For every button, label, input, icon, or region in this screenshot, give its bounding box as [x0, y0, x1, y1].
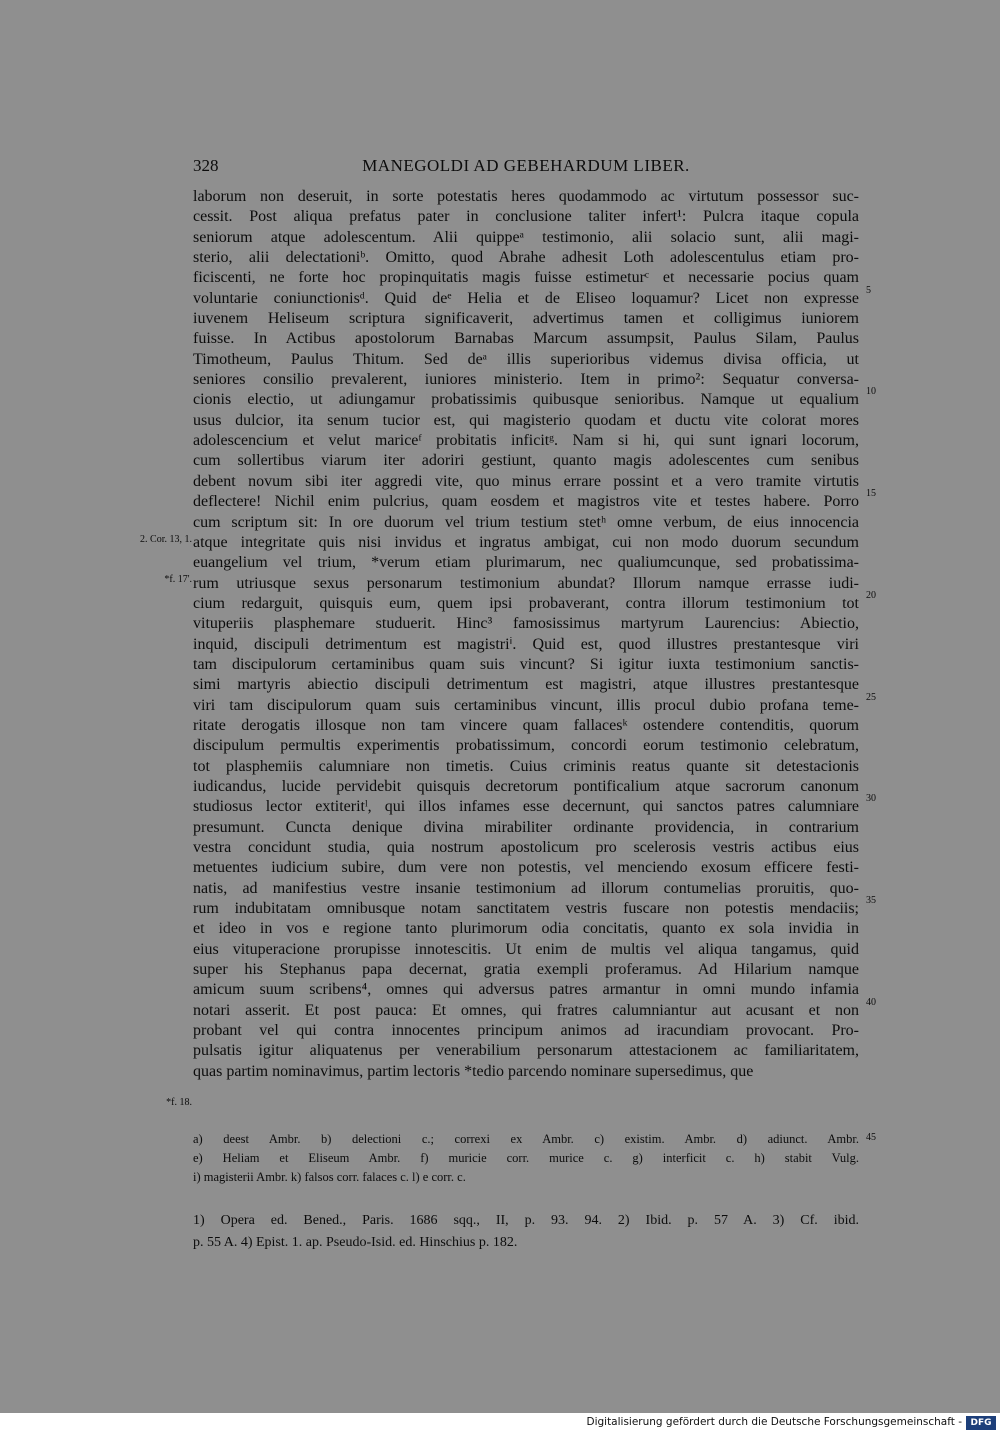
- text-line: debent novum sibi iter aggredi vite, quo minus errare possint et a vero tramite virtutis: [193, 472, 859, 490]
- text-line: eius vituperacione prorupisse innotescitis. Ut enim de multis vel aliqua tangamus, quid: [193, 940, 859, 958]
- text-line: rum indubitatam omnibusque notam sanctitatem vestris fuscare non potestis mendaciis;: [193, 900, 859, 918]
- text-line: quas partim nominavimus, partim lectoris *tedio parcendo nominare supersedimus, que: [193, 1062, 754, 1080]
- running-title: MANEGOLDI AD GEBEHARDUM LIBER.: [362, 156, 690, 175]
- text-line: tam discipulorum certaminibus quam suis vincunt? Si igitur iuxta testimonium sanctis-: [193, 655, 859, 673]
- text-line: seniores consilio prevalerent, iuniores ministerio. Item in primo²: Sequatur conversa-: [193, 371, 859, 389]
- text-line: presumunt. Cuncta denique divina mirabiliter ordinante providencia, in contrarium: [193, 818, 859, 836]
- folio-marker: *f. 17'.: [164, 574, 192, 585]
- text-line: cium redarguit, quisquis eum, quem ipsi probaverant, contra illorum testimonium tot: [193, 594, 859, 612]
- text-line: et ideo in vos e regione tanto plurimorum odia concitatis, quanto ex sola invidia in: [193, 920, 859, 938]
- text-line: natis, ad manifestius vestre insanie testimonium ad illorum contumelias proruitis, quo-: [193, 879, 859, 897]
- critical-apparatus: [193, 1130, 859, 1187]
- text-line: cum scriptum sit: In ore duorum vel trium testium stetʰ omne verbum, de eius innocencia: [193, 513, 859, 531]
- text-line: tot plasphemiis calumniare non timetis. Cuius criminis reatus quante sit detestacionis: [193, 757, 859, 775]
- source-note-line: 1) Opera ed. Bened., Paris. 1686 sqq., II, p. 93. 94. 2) Ibid. p. 57 A. 3) Cf. ibid.: [193, 1213, 859, 1228]
- line-number: 20: [866, 590, 876, 601]
- text-line: euangelium vel trium, *verum etiam plurimarum, nec qualiumcunque, sed probatissima-: [193, 554, 859, 572]
- text-line: adolescencium et velut mariceᶠ probitatis inficitᵍ. Nam si hi, qui sunt ignari locorum,: [193, 432, 859, 450]
- text-line: vituperiis plasphemare studuerit. Hinc³ famosissimus martyrum Laurencius: Abiectio,: [193, 615, 859, 633]
- line-number: 5: [866, 285, 871, 296]
- page-header: [193, 156, 859, 180]
- text-line: metuentes iudicium subire, dum vere non potestis, vel menciendo exosum efficere festi-: [193, 859, 859, 877]
- line-number: 45: [866, 1132, 876, 1143]
- text-line: vestra concidunt studia, quia nostrum apostolicum pro scelerosis vestris actibus eius: [193, 839, 859, 856]
- text-line: amicum suum scribens⁴, omnes qui adversus patres armantur in omni mundo infamia: [193, 981, 859, 999]
- text-line: cionis electio, ut adiungamur probatissimis quibusque senioribus. Namque ut equalium: [193, 391, 859, 409]
- source-note-line: p. 55 A. 4) Epist. 1. ap. Pseudo-Isid. ed. Hinschius p. 182.: [193, 1235, 518, 1250]
- dfg-logo: DFG: [966, 1416, 996, 1430]
- text-line: pulsatis igitur aliquatenus per venerabilium personarum attestacionem ac familiaritatem,: [193, 1042, 859, 1060]
- text-line: usus dulcior, ita senum tucior est, qui magisterio quodam et ductu vite colorat mores: [193, 411, 859, 429]
- text-line: Timotheum, Paulus Thitum. Sed deᵃ illis superioribus videmus divisa officia, ut: [193, 350, 859, 368]
- apparatus-line: e) Heliam et Eliseum Ambr. f) muricie corr. murice c. g) interficit c. h) stabit Vulg.: [193, 1151, 859, 1165]
- folio-marker: *f. 18.: [166, 1097, 192, 1108]
- text-line: seniorum atque adolescentum. Alii quippeᵃ testimonio, alii solacio sunt, alii magi-: [193, 228, 859, 246]
- text-line: cum sollertibus viarum iter adoriri gestiunt, quanto magis adolescentes cum senibus: [193, 452, 859, 470]
- footer-bar: [0, 1413, 1000, 1434]
- page-number: 328: [193, 156, 219, 175]
- source-notes: [193, 1210, 859, 1254]
- line-number: 15: [866, 488, 876, 499]
- text-line: viri tam discipulorum quam suis certaminibus vincunt, illis procul dubio profana teme-: [193, 696, 859, 714]
- text-line: fuisse. In Actibus apostolorum Barnabas Marcum assumpsit, Paulus Silam, Paulus: [193, 330, 859, 348]
- text-line: probant vel qui contra innocentes principum animos ad iracundiam provocant. Pro-: [193, 1022, 859, 1040]
- text-line: iudicandus, lucide pervidebit quisquis decretorum pontificalium atque sacrorum canonum: [193, 777, 859, 795]
- text-line: super his Stephanus papa decernat, gratia exempli proferamus. Ad Hilarium namque: [193, 961, 859, 979]
- text-line: rum utriusque sexus personarum testimonium abundat? Illorum namque errasse iudi-: [193, 574, 859, 592]
- line-number: 30: [866, 793, 876, 804]
- text-line: ficiscenti, ne forte hoc propinquitatis magis fuisse estimeturᶜ et necessarie pocius quam: [193, 269, 859, 287]
- main-text: [193, 187, 859, 1082]
- text-line: deflectere! Nichil enim pulcrius, quam eosdem et magistros vite et testes habere. Porro: [193, 493, 859, 511]
- text-line: laborum non deseruit, in sorte potestatis heres quodammodo ac virtutum possessor suc-: [193, 188, 859, 205]
- text-line: inquid, discipuli detrimentum est magistriⁱ. Quid est, quod illustres prestantesque viri: [193, 635, 859, 653]
- text-line: cessit. Post aliqua prefatus pater in conclusione taliter infert¹: Pulcra itaque copula: [193, 208, 859, 226]
- text-line: sterio, alii delectationiᵇ. Omitto, quod Abrahe adhesit Loth adolescentulus etiam pro-: [193, 249, 859, 267]
- apparatus-line: a) deest Ambr. b) delectioni c.; correxi ex Ambr. c) existim. Ambr. d) adiunct. Ambr.: [193, 1132, 859, 1146]
- text-line: atque integritate quis nisi invidus et ingratus ambigat, cui non modo duorum secundum: [193, 533, 859, 551]
- text-line: iuvenem Heliseum scriptura significaverit, advertimus tamen et colligimus iuniorem: [193, 310, 859, 328]
- text-line: discipulum permultis experimentis probatissimum, concordi eorum testimonio celebratum,: [193, 737, 859, 755]
- line-number: 25: [866, 692, 876, 703]
- line-number: 10: [866, 386, 876, 397]
- text-line: notari asserit. Et post pauca: Et omnes, qui fratres calumniantur aut acusant et non: [193, 1001, 859, 1019]
- margin-reference: 2. Cor. 13, 1.: [140, 534, 192, 545]
- text-line: simi martyris abiectio discipuli detrimentum est magistri, atque illustres prestantesque: [193, 676, 859, 694]
- line-number: 35: [866, 895, 876, 906]
- text-line: studiosus lector extiteritˡ, qui illos infames esse decernunt, qui sanctos patres calumniare: [193, 798, 859, 816]
- funding-notice: Digitalisierung gefördert durch die Deutsche Forschungsgemeinschaft -: [586, 1416, 962, 1428]
- text-line: voluntarie coniunctionisᵈ. Quid deᵉ Helia et de Eliseo loquamur? Licet non expresse: [193, 289, 859, 307]
- text-line: ritate derogatis illosque non tam vincere quam fallacesᵏ ostendere contenditis, quorum: [193, 716, 859, 734]
- apparatus-line: i) magisterii Ambr. k) falsos corr. falaces c. l) e corr. c.: [193, 1170, 466, 1184]
- line-number: 40: [866, 997, 876, 1008]
